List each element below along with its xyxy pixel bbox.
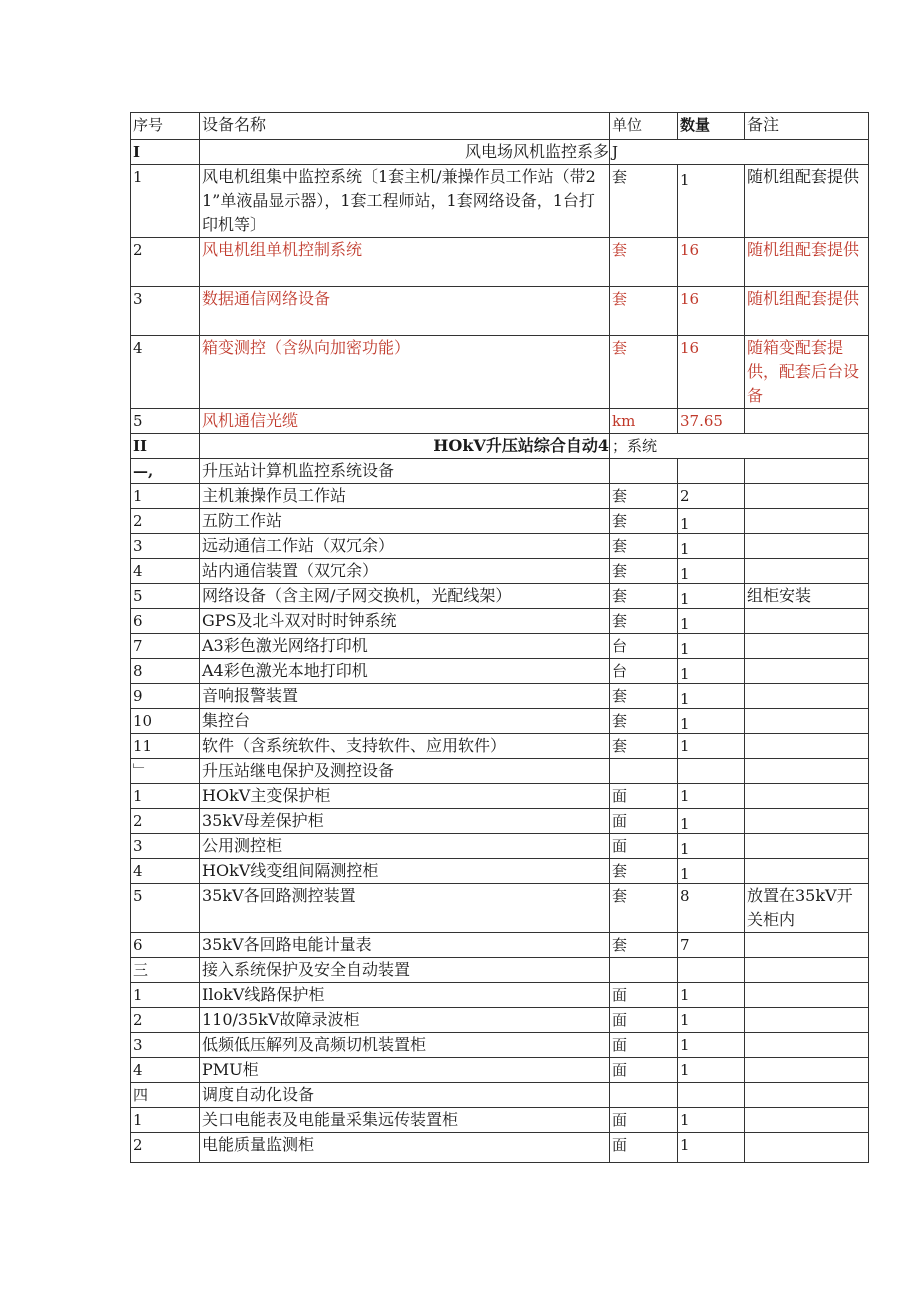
cell-no: 4: [131, 336, 200, 409]
cell-unit: 套: [610, 933, 678, 958]
empty-cell: [678, 459, 745, 484]
cell-qty: 1: [678, 1033, 745, 1058]
cell-name: GPS及北斗双对时时钟系统: [200, 609, 610, 634]
cell-no: 5: [131, 884, 200, 933]
table-row: [131, 1058, 869, 1083]
table-row: [131, 659, 869, 684]
empty-cell: [745, 958, 869, 983]
cell-note: [745, 534, 869, 559]
cell-no: 8: [131, 659, 200, 684]
table-row: [131, 609, 869, 634]
cell-no: 5: [131, 584, 200, 609]
cell-unit: 套: [610, 165, 678, 238]
cell-name: 公用测控柜: [200, 834, 610, 859]
section-title: [200, 434, 610, 459]
cell-qty: [678, 584, 745, 609]
cell-no: 1: [131, 484, 200, 509]
cell-name: 集控台: [200, 709, 610, 734]
cell-qty-value: 1: [680, 540, 690, 558]
cell-qty: [678, 609, 745, 634]
cell-name: 站内通信装置（双冗余）: [200, 559, 610, 584]
cell-note: [745, 1133, 869, 1163]
cell-unit: 套: [610, 238, 678, 287]
table-row: [131, 784, 869, 809]
cell-no: 10: [131, 709, 200, 734]
cell-unit: 面: [610, 784, 678, 809]
cell-qty-value: 1: [680, 865, 690, 883]
cell-no: 3: [131, 1033, 200, 1058]
header-note: 备注: [745, 113, 869, 140]
cell-no: 9: [131, 684, 200, 709]
cell-no: 6: [131, 933, 200, 958]
cell-unit: 面: [610, 1058, 678, 1083]
cell-note: [745, 734, 869, 759]
cell-qty-value: 1: [680, 840, 690, 858]
cell-no: 7: [131, 634, 200, 659]
empty-cell: [745, 759, 869, 784]
cell-no: 5: [131, 409, 200, 434]
cell-qty: 8: [678, 884, 745, 933]
equipment-table: [130, 112, 869, 1163]
cell-name: IlokV线路保护柜: [200, 983, 610, 1008]
cell-unit: 面: [610, 983, 678, 1008]
table-row: [131, 1133, 869, 1163]
table-row: [131, 409, 869, 434]
header-qty: 数量: [678, 113, 745, 140]
cell-unit: 套: [610, 734, 678, 759]
cell-qty: [678, 659, 745, 684]
empty-cell: [745, 459, 869, 484]
empty-cell: [610, 459, 678, 484]
table-row: [131, 859, 869, 884]
subsection-title: 接入系统保护及安全自动装置: [200, 958, 610, 983]
table-row: [131, 1033, 869, 1058]
cell-no: 2: [131, 1133, 200, 1163]
cell-no: 3: [131, 287, 200, 336]
cell-qty: [678, 165, 745, 238]
cell-note: 放置在35kV开关柜内: [745, 884, 869, 933]
cell-name: 低频低压解列及高频切机装置柜: [200, 1033, 610, 1058]
table-row: [131, 734, 869, 759]
cell-name: 风电机组集中监控系统〔1套主机/兼操作员工作站（带21”单液晶显示器），1套工程师站，1套网络设备，1台打印机等〕: [200, 165, 610, 238]
cell-qty-value: 1: [680, 515, 690, 533]
cell-qty: 37.65: [678, 409, 745, 434]
cell-qty-value: 1: [680, 815, 690, 833]
section-row: [131, 140, 869, 165]
table-header-row: [131, 113, 869, 140]
table-row: [131, 684, 869, 709]
cell-qty: [678, 859, 745, 884]
section-no: II: [131, 434, 200, 459]
cell-name: A3彩色激光网络打印机: [200, 634, 610, 659]
subsection-row: [131, 1083, 869, 1108]
cell-no: 2: [131, 509, 200, 534]
cell-name: 数据通信网络设备: [200, 287, 610, 336]
table-row: [131, 1008, 869, 1033]
cell-name: 远动通信工作站（双冗余）: [200, 534, 610, 559]
empty-cell: [678, 759, 745, 784]
section-title-text: HOkV升压站综合自动4: [433, 436, 609, 455]
subsection-row: [131, 459, 869, 484]
cell-qty: 1: [678, 1108, 745, 1133]
cell-no: 2: [131, 809, 200, 834]
cell-qty: 1: [678, 1133, 745, 1163]
cell-name: A4彩色激光本地打印机: [200, 659, 610, 684]
cell-name: 35kV各回路电能计量表: [200, 933, 610, 958]
cell-name: 主机兼操作员工作站: [200, 484, 610, 509]
cell-no: 4: [131, 1058, 200, 1083]
table-row: [131, 634, 869, 659]
cell-name: 35kV母差保护柜: [200, 809, 610, 834]
cell-qty: 16: [678, 336, 745, 409]
subsection-no: —,: [131, 459, 200, 484]
cell-no: 1: [131, 983, 200, 1008]
table-row: [131, 287, 869, 336]
cell-note: [745, 1033, 869, 1058]
cell-unit: 台: [610, 634, 678, 659]
cell-name: 箱变测控（含纵向加密功能）: [200, 336, 610, 409]
table-row: [131, 809, 869, 834]
cell-unit: 面: [610, 1108, 678, 1133]
cell-qty-value: 1: [680, 565, 690, 583]
empty-cell: [678, 1083, 745, 1108]
cell-no: 3: [131, 834, 200, 859]
section-title-tail: J: [610, 140, 869, 165]
header-no: 序号: [131, 113, 200, 140]
cell-qty: [678, 684, 745, 709]
cell-qty: 2: [678, 484, 745, 509]
cell-unit: 套: [610, 884, 678, 933]
cell-unit: 套: [610, 859, 678, 884]
cell-unit: 台: [610, 659, 678, 684]
cell-note: [745, 634, 869, 659]
subsection-no: 三: [131, 958, 200, 983]
empty-cell: [610, 1083, 678, 1108]
cell-qty: 1: [678, 1058, 745, 1083]
cell-no: 1: [131, 1108, 200, 1133]
cell-qty: 1: [678, 1008, 745, 1033]
cell-name: HOkV线变组间隔测控柜: [200, 859, 610, 884]
cell-no: 2: [131, 238, 200, 287]
cell-qty: [678, 559, 745, 584]
table-row: [131, 238, 869, 287]
cell-qty: 1: [678, 983, 745, 1008]
cell-qty: [678, 809, 745, 834]
table-row: [131, 884, 869, 933]
cell-note: [745, 559, 869, 584]
cell-note: [745, 834, 869, 859]
table-row: [131, 484, 869, 509]
cell-qty: 1: [678, 734, 745, 759]
subsection-title: 升压站计算机监控系统设备: [200, 459, 610, 484]
subsection-row: [131, 958, 869, 983]
cell-name: 风机通信光缆: [200, 409, 610, 434]
cell-note: [745, 659, 869, 684]
cell-note: 随机组配套提供: [745, 238, 869, 287]
cell-no: 4: [131, 859, 200, 884]
cell-unit: 套: [610, 509, 678, 534]
cell-name: 电能质量监测柜: [200, 1133, 610, 1163]
header-name: 设备名称: [200, 113, 610, 140]
section-row: [131, 434, 869, 459]
cell-unit: 套: [610, 609, 678, 634]
table-row: [131, 709, 869, 734]
cell-name: 风电机组单机控制系统: [200, 238, 610, 287]
cell-note: 随机组配套提供: [745, 165, 869, 238]
cell-note: [745, 859, 869, 884]
cell-no: 1: [131, 784, 200, 809]
cell-qty-value: 1: [680, 590, 690, 608]
cell-qty: 1: [678, 784, 745, 809]
table-row: [131, 534, 869, 559]
subsection-row: [131, 759, 869, 784]
cell-unit: 套: [610, 534, 678, 559]
cell-note: 随箱变配套提供，配套后台设备: [745, 336, 869, 409]
cell-unit: 面: [610, 809, 678, 834]
cell-name: 网络设备（含主网/子网交换机，光配线架）: [200, 584, 610, 609]
cell-note: [745, 784, 869, 809]
cell-name: 关口电能表及电能量采集远传装置柜: [200, 1108, 610, 1133]
cell-qty-value: 1: [680, 615, 690, 633]
cell-qty: [678, 509, 745, 534]
cell-qty: [678, 834, 745, 859]
cell-qty-value: 1: [680, 640, 690, 658]
cell-unit: 面: [610, 1133, 678, 1163]
cell-unit: 套: [610, 484, 678, 509]
cell-qty: [678, 534, 745, 559]
cell-note: [745, 684, 869, 709]
cell-note: 随机组配套提供: [745, 287, 869, 336]
cell-unit: 套: [610, 584, 678, 609]
cell-unit: 套: [610, 336, 678, 409]
header-unit: 单位: [610, 113, 678, 140]
cell-note: [745, 1108, 869, 1133]
subsection-title: 调度自动化设备: [200, 1083, 610, 1108]
subsection-title: 升压站继电保护及测控设备: [200, 759, 610, 784]
empty-cell: [610, 958, 678, 983]
cell-note: [745, 709, 869, 734]
cell-no: 6: [131, 609, 200, 634]
cell-qty-value: 1: [680, 171, 690, 189]
cell-qty: [678, 634, 745, 659]
cell-qty-value: 1: [680, 715, 690, 733]
cell-no: 1: [131, 165, 200, 238]
cell-qty-value: 1: [680, 690, 690, 708]
table-row: [131, 509, 869, 534]
cell-note: [745, 1008, 869, 1033]
section-no: I: [131, 140, 200, 165]
cell-note: [745, 1058, 869, 1083]
cell-unit: 套: [610, 684, 678, 709]
cell-name: 五防工作站: [200, 509, 610, 534]
cell-note: [745, 933, 869, 958]
cell-qty: 16: [678, 238, 745, 287]
table-row: [131, 336, 869, 409]
cell-note: [745, 609, 869, 634]
cell-qty: 16: [678, 287, 745, 336]
cell-note: [745, 509, 869, 534]
cell-name: 35kV各回路测控装置: [200, 884, 610, 933]
cell-note: [745, 409, 869, 434]
section-title-tail: ；系统: [610, 434, 869, 459]
cell-qty: 7: [678, 933, 745, 958]
cell-unit: 套: [610, 559, 678, 584]
cell-name: 软件（含系统软件、支持软件、应用软件）: [200, 734, 610, 759]
cell-qty-value: 1: [680, 665, 690, 683]
cell-qty: [678, 709, 745, 734]
cell-unit: 面: [610, 834, 678, 859]
cell-unit: km: [610, 409, 678, 434]
cell-name: 110/35kV故障录波柜: [200, 1008, 610, 1033]
cell-name: HOkV主变保护柜: [200, 784, 610, 809]
cell-unit: 面: [610, 1033, 678, 1058]
subsection-no: 四: [131, 1083, 200, 1108]
cell-note: [745, 983, 869, 1008]
table-row: [131, 933, 869, 958]
cell-no: 4: [131, 559, 200, 584]
subsection-no: ﹂: [131, 759, 200, 784]
cell-note: [745, 809, 869, 834]
table-row: [131, 834, 869, 859]
cell-note: [745, 484, 869, 509]
cell-unit: 面: [610, 1008, 678, 1033]
cell-note: 组柜安装: [745, 584, 869, 609]
table-row: [131, 584, 869, 609]
table-row: [131, 1108, 869, 1133]
cell-name: 音响报警装置: [200, 684, 610, 709]
table-row: [131, 559, 869, 584]
section-title: 风电场风机监控系多: [200, 140, 610, 165]
table-row: [131, 165, 869, 238]
cell-no: 11: [131, 734, 200, 759]
cell-unit: 套: [610, 287, 678, 336]
cell-no: 2: [131, 1008, 200, 1033]
cell-unit: 套: [610, 709, 678, 734]
empty-cell: [678, 958, 745, 983]
cell-name: PMU柜: [200, 1058, 610, 1083]
cell-no: 3: [131, 534, 200, 559]
table-row: [131, 983, 869, 1008]
empty-cell: [745, 1083, 869, 1108]
empty-cell: [610, 759, 678, 784]
